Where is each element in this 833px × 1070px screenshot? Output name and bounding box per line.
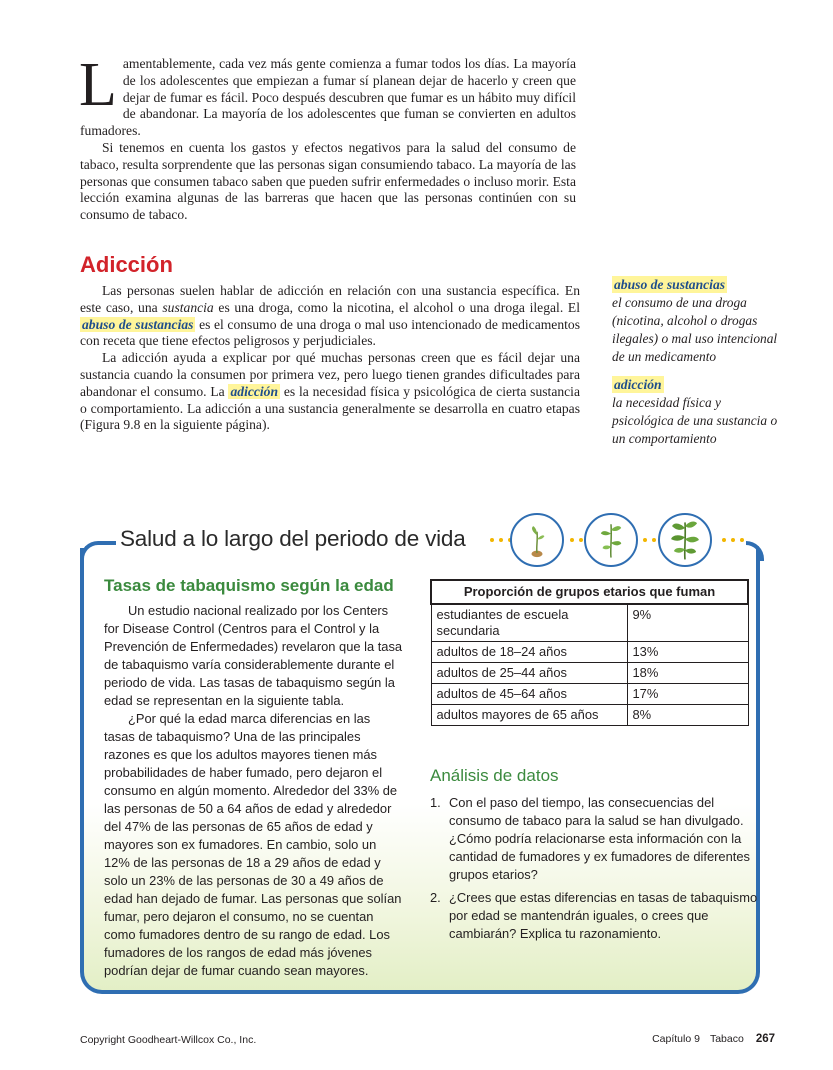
table-row <box>431 663 748 684</box>
text-run: es la necesidad física y psicológica de cierta sustancia o comportamiento. La adicción a una sustancia generalmente se desarrolla en cuatro etapas (Figura 9.8 en la siguiente página). <box>80 383 580 433</box>
sprout-icon <box>584 513 638 567</box>
feature-border-corner-left <box>80 541 116 561</box>
decorative-dots <box>490 538 512 542</box>
table-cell-group: adultos de 45–64 años <box>431 684 627 705</box>
feature-border-corner-right <box>746 541 764 561</box>
intro-paragraph-2: Si tenemos en cuenta los gastos y efectos negativos para la salud del consumo de tabaco, resulta sorprendente que las personas sigan consumiendo tabaco. La mayoría de las personas que consumen tabaco saben que pueden sufrir enfermedades o incluso morir. Esta lección examina algunas de las barreras que hacen que las personas continúen con su consumo de tabaco. <box>80 139 576 223</box>
table-cell-group: adultos mayores de 65 años <box>431 705 627 726</box>
footer-copyright: Copyright Goodheart-Willcox Co., Inc. <box>80 1034 257 1046</box>
glossary-entry <box>612 376 782 448</box>
table-row <box>431 604 748 642</box>
analysis-title: Análisis de datos <box>430 766 559 785</box>
decorative-dots <box>722 538 744 542</box>
table-cell-group: adultos de 18–24 años <box>431 642 627 663</box>
table-row <box>431 684 748 705</box>
list-item <box>430 794 770 884</box>
footer-topic: Tabaco <box>709 1033 744 1045</box>
section-body <box>80 283 580 434</box>
footer-page-info <box>652 1033 775 1045</box>
data-analysis <box>430 766 770 948</box>
footer-chapter: Capítulo 9 <box>652 1033 700 1045</box>
table-cell-value: 8% <box>627 705 748 726</box>
seedling-icon <box>510 513 564 567</box>
table-cell-value: 17% <box>627 684 748 705</box>
plant-icon <box>658 513 712 567</box>
table-row <box>431 642 748 663</box>
analysis-list <box>430 794 770 943</box>
feature-subtitle: Tasas de tabaquismo según la edad <box>104 576 394 595</box>
table-cell-value: 13% <box>627 642 748 663</box>
page-number: 267 <box>755 1033 775 1045</box>
glossary-term: abuso de sustancias <box>614 277 726 292</box>
feature-paragraph-1: Un estudio nacional realizado por los Centers for Disease Control (Centros para el Control y la Prevención de Enfermedades) revelaron que la tasa de tabaquismo varía considerablemente durante el periodo de vida. Las tasas de tabaquismo según la edad se representan en la siguiente tabla. <box>104 603 403 708</box>
text-run: La adicción ayuda a explicar por qué muchas personas creen que es fácil dejar una sustancia cuando la consumen por primera vez, pero luego tienen grandes dificultades para abandonar el consumo. La <box>80 350 580 399</box>
list-item <box>430 889 770 943</box>
highlighted-term-addiction: adicción <box>230 383 279 399</box>
italic-term: sustancia <box>162 299 214 315</box>
smoking-rates-table <box>430 579 749 726</box>
highlighted-term-substance-abuse: abuso de sustancias <box>82 316 194 332</box>
margin-glossary <box>612 276 782 458</box>
drop-cap: L <box>79 51 117 119</box>
section-paragraph-2 <box>80 350 580 434</box>
intro-text <box>79 51 576 224</box>
list-number: 2. <box>430 890 441 905</box>
section-title: Adicción <box>80 252 173 277</box>
table-row <box>431 705 748 726</box>
list-item-text: ¿Crees que estas diferencias en tasas de tabaquismo por edad se mantendrán iguales, o crees que cambiarán? Explica tu razonamiento. <box>449 890 758 941</box>
glossary-term: adicción <box>614 377 662 392</box>
table-title: Proporción de grupos etarios que fuman <box>431 580 748 604</box>
intro-paragraph-1 <box>79 51 576 140</box>
feature-paragraph-2: ¿Por qué la edad marca diferencias en las tasas de tabaquismo? Una de las principales razones es que los adultos mayores tienen más probabilidades de haber fumado, pero dejaron el consumo en algún momento. Alrededor del 33% de las personas de 50 a 64 años de edad y alrededor del 47% de las personas de 65 años de edad y mayores son ex fumadores. En cambio, solo un 12% de las personas de 18 a 29 años de edad y solo un 23% de las personas de 30 a 49 años de edad han dejado de fumar. Las personas que solían fumar, pero dejaron el consumo, no se cuentan como fumadores dentro de su rango de edad. Los fumadores de los rangos de edad más jóvenes podrían dejar de fumar cuando sean mayores. <box>104 711 402 978</box>
table-cell-value: 18% <box>627 663 748 684</box>
table-cell-value: 9% <box>627 604 748 642</box>
list-item-text: Con el paso del tiempo, las consecuencias del consumo de tabaco para la salud se han divulgado. ¿Cómo podría relacionarse esta información con la cantidad de fumadores y ex fumadores de diferentes grupos etarios? <box>449 795 750 882</box>
feature-left-column <box>104 576 404 980</box>
glossary-definition: el consumo de una droga (nicotina, alcohol o drogas ilegales) o mal uso intencional de un medicamento <box>612 295 778 364</box>
table-cell-group: estudiantes de escuela secundaria <box>431 604 627 642</box>
list-number: 1. <box>430 795 441 810</box>
text-run: es el consumo de una droga o mal uso intencionado de medicamentos con receta que tiene efectos peligrosos y perjudiciales. <box>80 316 580 349</box>
glossary-definition: la necesidad física y psicológica de una sustancia o un comportamiento <box>612 395 778 446</box>
text-run: es una droga, como la nicotina, el alcohol o una droga ilegal. El <box>213 299 580 315</box>
glossary-entry <box>612 276 782 366</box>
table-cell-group: adultos de 25–44 años <box>431 663 627 684</box>
intro-paragraph-1-text: amentablemente, cada vez más gente comienza a fumar todos los días. La mayoría de los adolescentes que empiezan a fumar sí planean dejar de hacerlo y creen que dejar de fumar es fácil. Poco después descubren que fumar es un hábito muy difícil de abandonar. La mayoría de los adolescentes que fuman se convierten en adultos fumadores. <box>80 56 576 139</box>
feature-title: Salud a lo largo del periodo de vida <box>120 526 470 552</box>
text-run: Las personas suelen hablar de adicción en relación con una sustancia específica. En este caso, una <box>80 283 580 315</box>
section-paragraph-1 <box>80 283 580 350</box>
table-header-row <box>431 580 748 604</box>
